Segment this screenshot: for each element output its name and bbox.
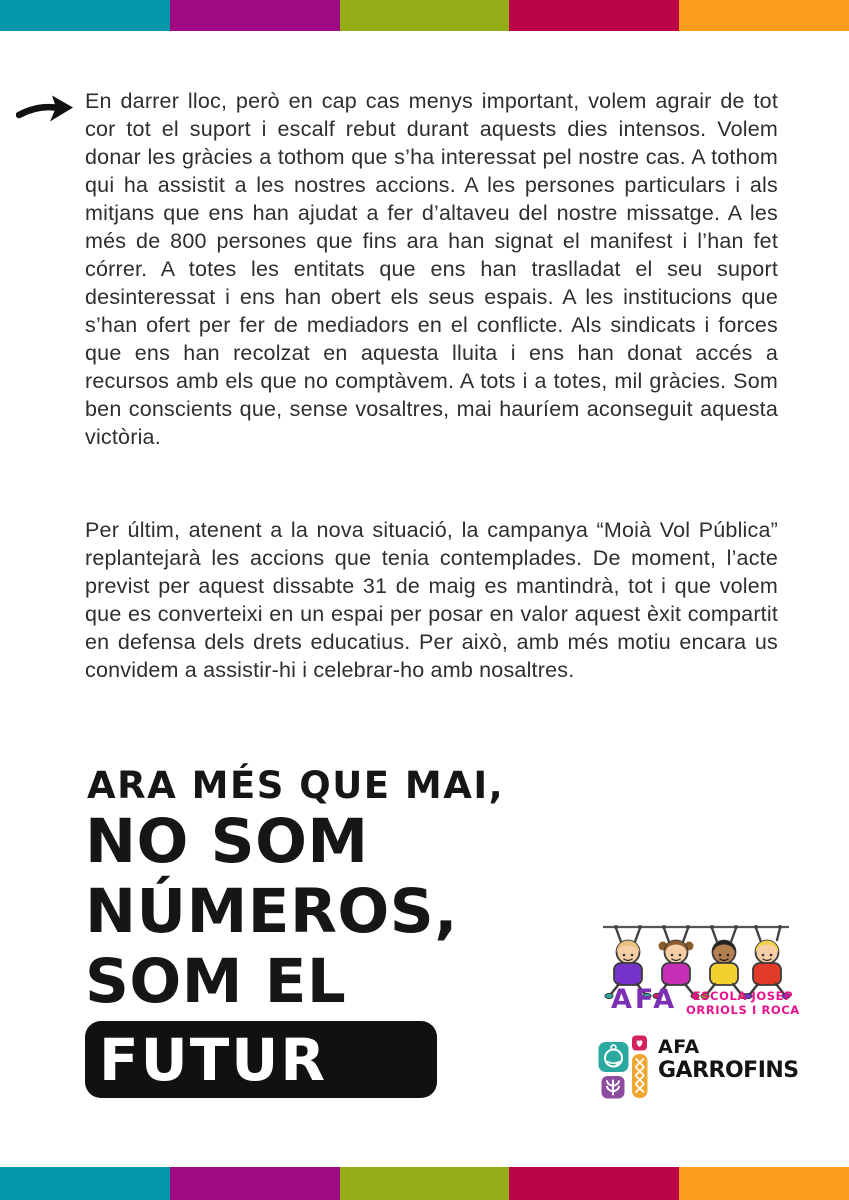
garrofins-logo (598, 1035, 798, 1101)
garrofins-logo-text (658, 1038, 799, 1101)
garrofins-text-line-2: GARROFINS (658, 1058, 799, 1083)
paragraph-campaign: Per últim, atenent a la nova situació, la campanya “Moià Vol Pública” replantejarà les accions que tenia contemplades. De moment, l’acte previst per aquest dissabte 31 de maig es mantindrà, tot i que volem que es converteixi en un espai per posar en valor aquest èxit compartit en defensa dels drets educatius. Per això, amb més motiu encara us convidem a assistir-hi i celebrar-ho amb nosaltres. (85, 518, 778, 682)
paragraph-thanks: En darrer lloc, però en cap cas menys important, volem agrair de tot cor tot el suport i escalf rebut durant aquests dies intensos. Volem donar les gràcies a tothom que s’ha interessat pel nostre cas. A tothom qui ha assistit a les nostres accions. A les persones particulars i als mitjans que ens han ajudat a fer d’altaveu del nostre missatge. A les més de 800 persones que fins ara han signat el manifest i l’han fet córrer. A totes les entitats que ens han traslladat el seu suport desinteressat i ens han obert els seus espais. A les institucions que s’han ofert per fer de mediadors en el conflicte. Als sindicats i forces que ens han recolzat en aquesta lluita i ens han donat accés a recursos amb els que no comptàvem. A tots i a totes, mil gràcies. Som ben conscients que, sense vosaltres, mai hauríem aconseguit aquesta victòria. (85, 89, 778, 449)
color-segment-teal (0, 1167, 170, 1200)
slogan-highlight-box (85, 1021, 437, 1098)
slogan-intro: ARA MÉS QUE MAI, (87, 764, 505, 807)
afa-school-line-2: ORRIOLS I ROCA (686, 1002, 800, 1017)
color-segment-olive (340, 1167, 510, 1200)
afa-school-line-1: ESCOLA JOSEP (692, 989, 794, 1003)
slogan-line-1: NO SOM (85, 806, 369, 877)
slogan-line-3: SOM EL (85, 946, 347, 1017)
color-segment-orange (679, 0, 849, 31)
slogan-highlight-text: FUTUR (99, 1025, 328, 1094)
garrofins-tiles-icon (598, 1035, 650, 1099)
garrofins-text-line-1: AFA (658, 1036, 700, 1058)
top-color-bar (0, 0, 849, 31)
right-arrow-icon (16, 92, 76, 137)
slogan-line-2: NÚMEROS, (85, 876, 458, 947)
color-segment-crimson (509, 1167, 679, 1200)
color-segment-teal (0, 0, 170, 31)
color-segment-orange (679, 1167, 849, 1200)
bottom-color-bar (0, 1167, 849, 1200)
color-segment-purple (170, 1167, 340, 1200)
color-segment-purple (170, 0, 340, 31)
afa-logo-school-name (686, 990, 800, 1017)
color-segment-crimson (509, 0, 679, 31)
afa-logo-name: AFA (611, 984, 678, 1015)
color-segment-olive (340, 0, 510, 31)
